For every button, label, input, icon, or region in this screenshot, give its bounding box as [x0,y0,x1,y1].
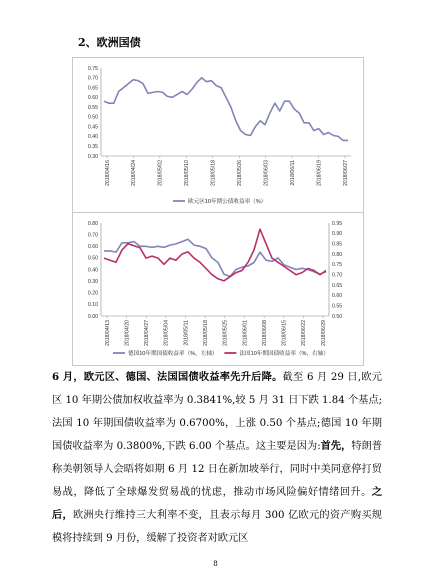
y-tick-label: 0.80 [87,220,98,227]
legend-label-1: 欧元区10年期公债收益率（%） [188,199,267,205]
y-tick-label: 0.65 [87,85,98,92]
y2-tick-label: 0.95 [332,220,343,227]
y2-tick-label: 0.55 [332,303,343,310]
x-tick-label: 2018/06/19 [316,160,323,186]
y-tick-label: 0.20 [87,290,98,297]
x-tick-label: 2018/06/29 [320,320,327,346]
x-tick-label: 2018/06/11 [289,160,296,186]
y-tick-label: 0.40 [87,134,98,141]
paragraph-text-1: 截至 6 月 29 日,欧元区 10 年期公债加权收益率为 0.3841%,较 5 月 31 日下跌 1.84 个基点;法国 10 年期国债收益率为 0.6700%，上涨 0.50 个基点;德国 10 年期国债收益率为 0.3800%,下跌 6.00 个基点。这主要是因为: [52,372,382,452]
y2-tick-label: 0.75 [332,262,343,269]
page-number: 8 [213,560,218,568]
series-line-2 [104,229,326,281]
paragraph-text-2: 特朗普称美朝领导人会晤将如期 6 月 12 日在新加坡举行，同时中美同意停打贸易战，降低了全球爆发贸易战的忧虑，推动市场风险偏好情绪回升。 [52,441,382,498]
eurozone-yield-chart [72,57,364,213]
x-tick-label: 2018/06/27 [342,160,349,186]
y-tick-label: 0.70 [87,232,98,239]
eurozone-yield-plot [73,58,363,212]
y-tick-label: 0.45 [87,124,98,131]
x-tick-label: 2018/05/11 [183,320,190,346]
y2-tick-label: 0.85 [332,241,343,248]
x-tick-label: 2018/05/18 [202,320,209,346]
x-tick-label: 2018/06/01 [242,320,249,346]
legend-label-2: 法国10年期国债收益率（%，右轴） [239,351,329,357]
y-tick-label: 0.55 [87,104,98,111]
series-line-1 [104,239,326,276]
x-tick-label: 2018/05/18 [210,160,217,186]
y-tick-label: 0.30 [87,153,98,160]
x-tick-label: 2018/05/04 [163,320,170,346]
y-tick-label: 0.40 [87,267,98,274]
y-tick-label: 0.50 [87,255,98,262]
x-tick-label: 2018/06/15 [281,320,288,346]
y-tick-label: 0.50 [87,114,98,121]
y2-tick-label: 0.80 [332,251,343,258]
y-tick-label: 0.75 [87,65,98,72]
germany-france-yield-chart [72,212,364,366]
paragraph-text-3: 欧洲央行维持三大利率不变，且表示每月 300 亿欧元的资产购买规模将持续到 9 月份，缓解了投资者对欧元区 [52,510,382,544]
y-tick-label: 0.70 [87,75,98,82]
y2-tick-label: 0.50 [332,313,343,320]
x-tick-label: 2018/04/16 [104,160,111,186]
y-tick-label: 0.10 [87,302,98,309]
lead-sentence: 6 月，欧元区、德国、法国国债收益率先升后降。 [52,371,283,383]
keyword-then: 之后， [52,486,382,521]
x-tick-label: 2018/04/20 [124,320,131,346]
x-tick-label: 2018/06/03 [263,160,270,186]
body-paragraph [52,366,382,550]
x-tick-label: 2018/06/08 [261,320,268,346]
x-tick-label: 2018/06/22 [301,320,308,346]
y2-tick-label: 0.90 [332,231,343,238]
section-heading: 2、欧洲国债 [78,36,141,49]
x-tick-label: 2018/05/02 [157,160,164,186]
y-tick-label: 0.60 [87,244,98,251]
x-tick-label: 2018/04/27 [144,320,151,346]
legend-label-1: 德国10年期国债收益率（%，左轴） [128,351,218,357]
x-tick-label: 2018/04/13 [104,320,111,346]
germany-france-yield-plot [73,213,363,365]
keyword-first: 首先， [320,440,352,452]
x-tick-label: 2018/05/26 [237,160,244,186]
y2-tick-label: 0.70 [332,272,343,279]
series-line-1 [104,78,348,141]
y-tick-label: 0.00 [87,313,98,320]
y-tick-label: 0.30 [87,278,98,285]
x-tick-label: 2018/05/10 [184,160,191,186]
y2-tick-label: 0.65 [332,282,343,289]
y-tick-label: 0.35 [87,144,98,151]
x-tick-label: 2018/05/25 [222,320,229,346]
y2-tick-label: 0.60 [332,293,343,300]
y-tick-label: 0.60 [87,95,98,102]
x-tick-label: 2018/04/24 [131,160,138,186]
